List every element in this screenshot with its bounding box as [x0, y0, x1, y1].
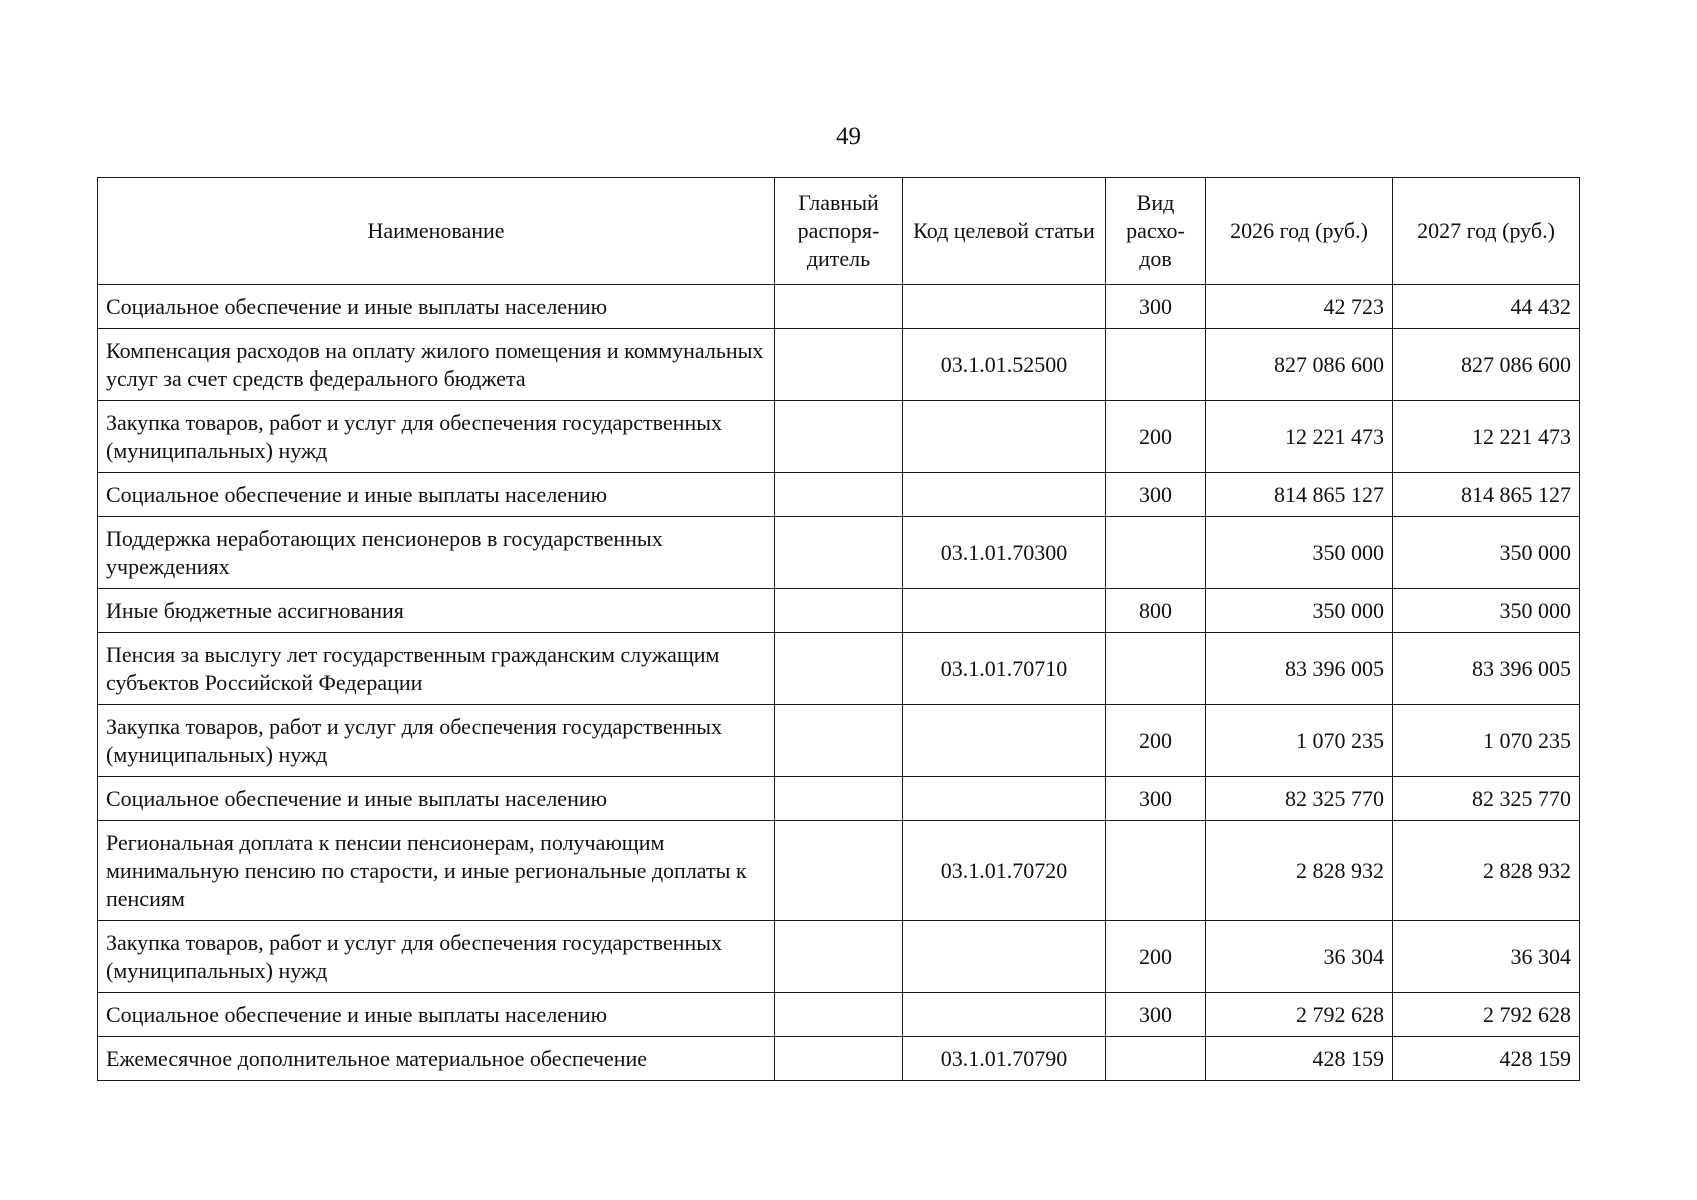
cell-2026: 2 828 932: [1206, 821, 1393, 921]
cell-name: Иные бюджетные ассигнования: [98, 589, 775, 633]
header-code: Код целевой статьи: [903, 178, 1106, 285]
cell-name: Социальное обеспечение и иные выплаты населению: [98, 473, 775, 517]
cell-2027: 827 086 600: [1393, 329, 1580, 401]
cell-2026: 83 396 005: [1206, 633, 1393, 705]
cell-2026: 1 070 235: [1206, 705, 1393, 777]
cell-vid: [1106, 1037, 1206, 1081]
cell-grbs: [775, 589, 903, 633]
table-row: [98, 1037, 1580, 1081]
cell-name: Социальное обеспечение и иные выплаты населению: [98, 777, 775, 821]
cell-grbs: [775, 821, 903, 921]
cell-2026: 350 000: [1206, 589, 1393, 633]
header-2026: 2026 год (руб.): [1206, 178, 1393, 285]
cell-2027: 44 432: [1393, 285, 1580, 329]
cell-grbs: [775, 993, 903, 1037]
cell-name: Закупка товаров, работ и услуг для обеспечения государственных (муниципальных) нужд: [98, 401, 775, 473]
table-row: [98, 329, 1580, 401]
cell-2027: 12 221 473: [1393, 401, 1580, 473]
cell-2027: 2 792 628: [1393, 993, 1580, 1037]
page-number: 49: [836, 123, 861, 150]
cell-vid: 300: [1106, 993, 1206, 1037]
cell-code: [903, 921, 1106, 993]
cell-2026: 82 325 770: [1206, 777, 1393, 821]
cell-name: Ежемесячное дополнительное материальное обеспечение: [98, 1037, 775, 1081]
cell-name: Пенсия за выслугу лет государственным гражданским служащим субъектов Российской Федерации: [98, 633, 775, 705]
cell-2026: 2 792 628: [1206, 993, 1393, 1037]
header-name: Наименование: [98, 178, 775, 285]
cell-vid: 300: [1106, 473, 1206, 517]
cell-2027: 2 828 932: [1393, 821, 1580, 921]
cell-grbs: [775, 285, 903, 329]
table-row: [98, 705, 1580, 777]
cell-vid: 200: [1106, 921, 1206, 993]
cell-code: 03.1.01.70790: [903, 1037, 1106, 1081]
cell-name: Закупка товаров, работ и услуг для обеспечения государственных (муниципальных) нужд: [98, 921, 775, 993]
budget-table: [97, 177, 1580, 1081]
cell-2027: 82 325 770: [1393, 777, 1580, 821]
cell-code: [903, 401, 1106, 473]
cell-vid: 200: [1106, 705, 1206, 777]
table-row: [98, 517, 1580, 589]
cell-name: Социальное обеспечение и иные выплаты населению: [98, 285, 775, 329]
cell-2027: 83 396 005: [1393, 633, 1580, 705]
cell-2026: 42 723: [1206, 285, 1393, 329]
header-grbs: Главный распоря-дитель: [775, 178, 903, 285]
cell-code: [903, 777, 1106, 821]
cell-code: 03.1.01.70300: [903, 517, 1106, 589]
cell-2027: 350 000: [1393, 517, 1580, 589]
cell-2027: 36 304: [1393, 921, 1580, 993]
header-2027: 2027 год (руб.): [1393, 178, 1580, 285]
cell-grbs: [775, 401, 903, 473]
cell-2027: 350 000: [1393, 589, 1580, 633]
cell-grbs: [775, 633, 903, 705]
table-row: [98, 633, 1580, 705]
cell-code: 03.1.01.70710: [903, 633, 1106, 705]
cell-code: [903, 705, 1106, 777]
table-header-row: [98, 178, 1580, 285]
cell-2026: 12 221 473: [1206, 401, 1393, 473]
cell-name: Закупка товаров, работ и услуг для обеспечения государственных (муниципальных) нужд: [98, 705, 775, 777]
cell-2027: 1 070 235: [1393, 705, 1580, 777]
table-row: [98, 589, 1580, 633]
cell-name: Социальное обеспечение и иные выплаты населению: [98, 993, 775, 1037]
cell-2027: 428 159: [1393, 1037, 1580, 1081]
cell-2026: 36 304: [1206, 921, 1393, 993]
cell-vid: 800: [1106, 589, 1206, 633]
table-row: [98, 821, 1580, 921]
cell-code: [903, 285, 1106, 329]
table-row: [98, 993, 1580, 1037]
cell-vid: [1106, 821, 1206, 921]
table-row: [98, 473, 1580, 517]
cell-grbs: [775, 705, 903, 777]
cell-code: 03.1.01.70720: [903, 821, 1106, 921]
cell-code: [903, 993, 1106, 1037]
cell-vid: [1106, 633, 1206, 705]
cell-code: [903, 473, 1106, 517]
cell-code: 03.1.01.52500: [903, 329, 1106, 401]
cell-grbs: [775, 329, 903, 401]
cell-2027: 814 865 127: [1393, 473, 1580, 517]
cell-grbs: [775, 1037, 903, 1081]
cell-name: Региональная доплата к пенсии пенсионерам, получающим минимальную пенсию по старости, и иные региональные доплаты к пенсиям: [98, 821, 775, 921]
cell-code: [903, 589, 1106, 633]
cell-vid: 300: [1106, 285, 1206, 329]
cell-2026: 814 865 127: [1206, 473, 1393, 517]
cell-name: Компенсация расходов на оплату жилого помещения и коммунальных услуг за счет средств федерального бюджета: [98, 329, 775, 401]
cell-2026: 827 086 600: [1206, 329, 1393, 401]
cell-2026: 428 159: [1206, 1037, 1393, 1081]
table-row: [98, 777, 1580, 821]
cell-grbs: [775, 473, 903, 517]
table-row: [98, 921, 1580, 993]
table-row: [98, 285, 1580, 329]
header-vid: Вид расхо-дов: [1106, 178, 1206, 285]
cell-grbs: [775, 921, 903, 993]
cell-vid: 300: [1106, 777, 1206, 821]
cell-grbs: [775, 517, 903, 589]
cell-vid: 200: [1106, 401, 1206, 473]
cell-vid: [1106, 329, 1206, 401]
cell-name: Поддержка неработающих пенсионеров в государственных учреждениях: [98, 517, 775, 589]
cell-grbs: [775, 777, 903, 821]
cell-2026: 350 000: [1206, 517, 1393, 589]
cell-vid: [1106, 517, 1206, 589]
table-row: [98, 401, 1580, 473]
